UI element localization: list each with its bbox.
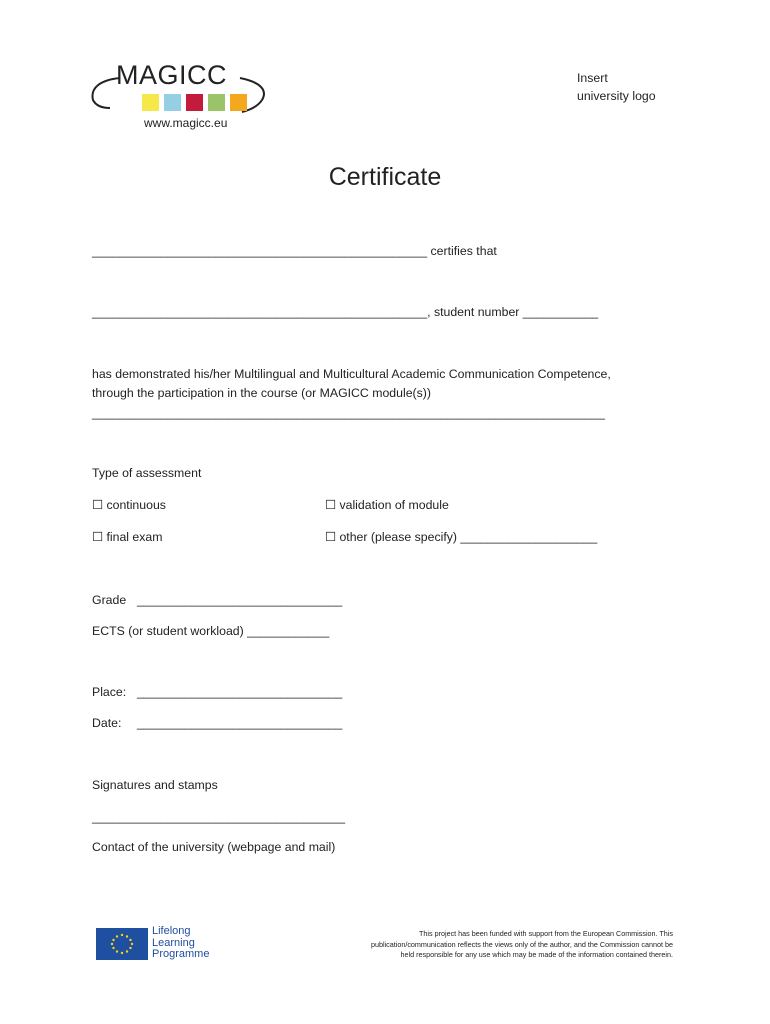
date-label: Date: (92, 716, 122, 730)
eu-stars-icon (96, 928, 148, 960)
student-line: _________________________________________________, student number ___________ (92, 305, 599, 319)
funding-disclaimer (371, 929, 673, 961)
logo-square-orange (230, 94, 247, 111)
option-label: final exam (106, 530, 163, 544)
logo-square-green (208, 94, 225, 111)
issuer-line: _________________________________________________ certifies that (92, 244, 497, 258)
disclaimer-line: publication/communication reflects the views only of the author, and the Commission cannot be (370, 939, 673, 949)
magicc-logo (90, 60, 270, 135)
ects-line[interactable]: ECTS (or student workload) ____________ (92, 624, 330, 638)
university-logo-placeholder-line2: university logo (577, 89, 656, 103)
signature-line[interactable]: _____________________________________ (92, 810, 346, 824)
competence-text: has demonstrated his/her Multilingual and Multicultural Academic Communication Competence, (92, 367, 611, 381)
logo-square-yellow (142, 94, 159, 111)
place-line[interactable]: ______________________________ (137, 685, 343, 699)
checkbox-icon[interactable]: ☐ (325, 530, 337, 544)
lifelong-learning-programme-logo (152, 926, 209, 961)
programme-text: Programme (152, 948, 210, 960)
option-final-exam[interactable] (92, 529, 163, 545)
grade-line[interactable]: ______________________________ (137, 593, 343, 607)
disclaimer-line: held responsible for any use which may be made of the information contained therein. (400, 950, 673, 959)
date-line[interactable]: ______________________________ (137, 716, 343, 730)
contact-text: Contact of the university (webpage and mail) (92, 840, 336, 854)
signatures-heading: Signatures and stamps (92, 778, 218, 792)
grade-label: Grade (92, 593, 127, 607)
option-other[interactable] (325, 529, 597, 545)
checkbox-icon[interactable]: ☐ (92, 498, 104, 512)
disclaimer-line: This project has been funded with support from the European Commission. This (419, 929, 673, 938)
checkbox-icon[interactable]: ☐ (92, 530, 104, 544)
logo-url: www.magicc.eu (144, 116, 228, 130)
programme-text: Lifelong (152, 925, 191, 937)
place-label: Place: (92, 685, 127, 699)
option-label: other (please specify) ____________________ (339, 530, 598, 544)
logo-square-red (186, 94, 203, 111)
course-line: ___________________________________________________________________________ (92, 406, 605, 420)
logo-text: MAGICC (116, 60, 227, 90)
option-label: continuous (106, 498, 166, 512)
option-continuous[interactable] (92, 497, 166, 513)
course-text: through the participation in the course (or MAGICC module(s)) (92, 386, 431, 400)
checkbox-icon[interactable]: ☐ (325, 498, 337, 512)
eu-flag-icon (96, 928, 148, 960)
assessment-heading: Type of assessment (92, 466, 202, 480)
option-label: validation of module (339, 498, 449, 512)
university-logo-placeholder-line1: Insert (577, 71, 608, 85)
logo-square-blue (164, 94, 181, 111)
programme-text: Learning (152, 936, 195, 949)
page-title: Certificate (328, 163, 442, 191)
option-validation[interactable] (325, 497, 449, 513)
